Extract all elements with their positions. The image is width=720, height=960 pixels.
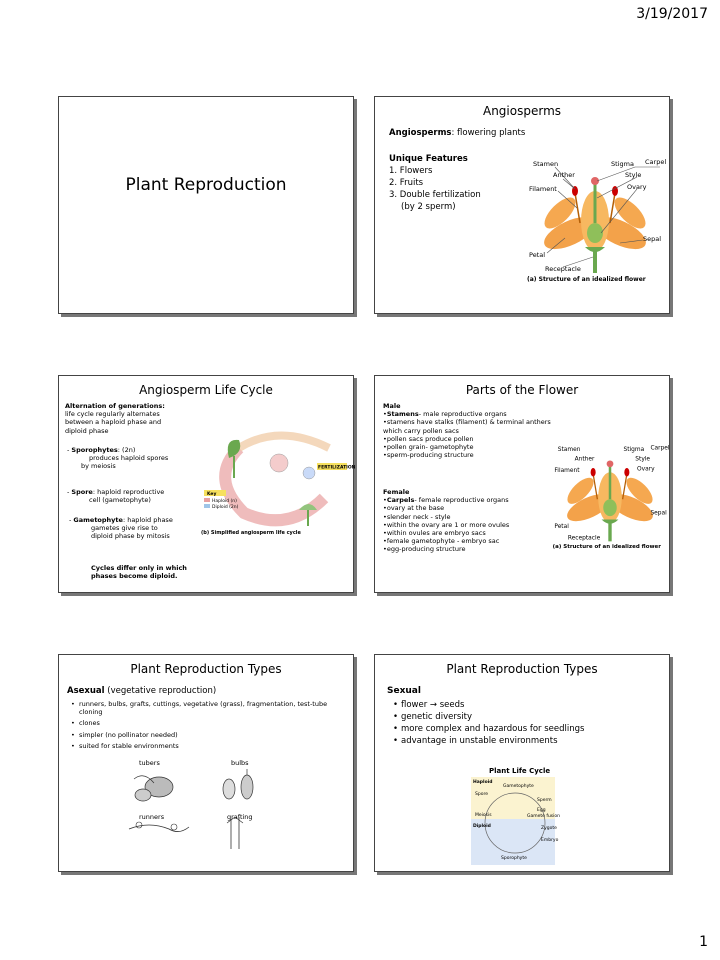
gametophyte-desc: gametes give rise to (91, 524, 158, 533)
female-item: •ovary at the base (383, 504, 445, 513)
female-heading: Female (383, 488, 410, 496)
male-item: •pollen sacs produce pollen (383, 434, 474, 443)
gametophyte-term: Gametophyte (73, 516, 123, 524)
slide-title: Angiosperm Life Cycle (139, 383, 273, 397)
features-heading: Unique Features (389, 154, 468, 164)
angiosperm-definition (389, 127, 525, 139)
spore-term: Spore (71, 488, 93, 496)
label-receptacle: Receptacle (567, 535, 601, 542)
alternation-of-generations (65, 402, 205, 435)
sporophyte-ploidy: : (2n) (117, 446, 136, 454)
label-sepal: Sepal (650, 510, 667, 517)
label-filament: Filament (529, 185, 557, 193)
figure-caption: (a) Structure of an idealized flower (552, 544, 661, 551)
slide-title: Plant Reproduction (125, 175, 287, 195)
definition-text: : flowering plants (451, 128, 526, 138)
label-carpel: Carpel (650, 445, 670, 452)
label-style: Style (625, 171, 642, 179)
asexual-item: • runners, bulbs, grafts, cuttings, vegetative (grass), fragmentation, test-tube cloning (79, 700, 339, 716)
feature-item: 2. Fruits (389, 178, 424, 188)
label-gamete-fusion: Gamete fusion (527, 814, 560, 819)
feature-item: 3. Double fertilization (389, 190, 481, 200)
male-item: •pollen grain- gametophyte (383, 443, 474, 452)
label-stamen: Stamen (533, 160, 559, 168)
sexual-heading: Sexual (387, 686, 421, 696)
label-runners: runners (139, 813, 165, 821)
feature-item: 1. Flowers (389, 166, 433, 176)
slide-asexual-reproduction (58, 654, 354, 872)
female-parts (383, 488, 555, 554)
label-style: Style (635, 456, 651, 463)
label-filament: Filament (554, 468, 580, 475)
page-date: 3/19/2017 (636, 6, 708, 22)
female-item: •slender neck - style (383, 512, 451, 521)
slide-title: Plant Reproduction Types (446, 662, 598, 676)
fertilization-label: FERTILIZATION (318, 465, 356, 471)
label-diploid: Diploid (473, 824, 491, 829)
page-number: 1 (699, 934, 708, 950)
sexual-item: • genetic diversity (401, 711, 661, 723)
alt-text-line: between a haploid phase and (65, 418, 162, 427)
female-item: •female gametophyte - embryo sac (383, 537, 500, 546)
spore-desc: cell (gametophyte) (89, 496, 151, 505)
sexual-list (391, 699, 661, 747)
sporophyte-desc: produces haploid spores (89, 454, 169, 463)
plant-life-cycle-figure (467, 765, 587, 869)
label-tubers: tubers (139, 759, 160, 767)
figure-caption: (a) Structure of an idealized flower (527, 276, 646, 283)
slide-sexual-reproduction (374, 654, 670, 872)
label-egg: Egg (537, 808, 546, 813)
label-ovary: Ovary (636, 466, 655, 473)
label-embryo: Embryo (541, 838, 559, 843)
label-receptacle: Receptacle (545, 265, 581, 273)
angiosperm-life-cycle-figure (199, 418, 356, 538)
alt-heading: Alternation of generations: (65, 402, 165, 410)
label-anther: Anther (553, 171, 575, 179)
slide-title: Plant Reproduction Types (130, 662, 282, 676)
spore-definition: - Spore: haploid reproductive cell (gametophyte) (67, 488, 207, 504)
label-stigma: Stigma (623, 447, 645, 454)
label-sporophyte: Sporophyte (501, 856, 527, 861)
vegetative-reproduction-figure (119, 769, 299, 865)
male-item: •stamens have stalks (filament) & terminal anthers which carry pollen sacs (383, 418, 551, 435)
label-petal: Petal (554, 523, 569, 530)
sexual-item: • more complex and hazardous for seedlings (401, 723, 661, 735)
male-item: •sperm-producing structure (383, 451, 474, 460)
label-haploid: Haploid (473, 780, 493, 785)
cycles-note (91, 564, 221, 580)
label-stamen: Stamen (557, 447, 581, 454)
definition-term: Angiosperms (389, 128, 452, 138)
slide-angiosperms (374, 96, 670, 314)
sexual-item: • flower → seeds (401, 699, 661, 711)
asexual-item: • simpler (no pollinator needed) (79, 731, 339, 739)
figure-caption: (b) Simplified angiosperm life cycle (201, 530, 301, 536)
slide-angiosperm-life-cycle (58, 375, 354, 593)
note-line: Cycles differ only in which (91, 564, 187, 572)
asexual-rest: (vegetative reproduction) (104, 686, 217, 696)
sporophyte-definition: - Sporophytes: (2n) produces haploid spores by meiosis (67, 446, 207, 471)
asexual-heading (67, 687, 216, 697)
asexual-item: • suited for stable environments (79, 742, 339, 750)
flower-structure-figure (551, 440, 669, 550)
slide-plant-reproduction-title (58, 96, 354, 314)
female-item: •Carpels- female reproductive organs (383, 496, 509, 505)
feature-item: (by 2 sperm) (401, 202, 456, 212)
asexual-list (69, 700, 339, 750)
key-diploid: Diploid (2n) (212, 505, 239, 510)
sexual-item: • advantage in unstable environments (401, 735, 661, 747)
label-anther: Anther (574, 456, 595, 463)
asexual-item: • clones (79, 719, 339, 727)
asexual-term: Asexual (67, 686, 105, 696)
label-ovary: Ovary (627, 183, 647, 191)
note-line: phases become diploid. (91, 572, 178, 581)
label-zygote: Zygote (541, 826, 557, 831)
label-petal: Petal (529, 251, 546, 259)
male-parts (383, 402, 555, 459)
alt-text-line: diploid phase (65, 426, 109, 435)
unique-features-list (389, 153, 519, 213)
male-item: •Stamens- male reproductive organs (383, 410, 507, 419)
label-meiosis: Meiosis (475, 813, 492, 818)
label-gametophyte: Gametophyte (503, 784, 534, 789)
flower-structure-figure (525, 153, 665, 283)
label-sperm: Sperm (537, 798, 552, 803)
slide-title: Parts of the Flower (465, 383, 579, 397)
gametophyte-desc: diploid phase by mitosis (91, 532, 170, 541)
key-haploid: Haploid (n) (212, 499, 237, 504)
gametophyte-desc: : haploid phase (122, 516, 173, 524)
label-bulbs: bulbs (231, 759, 249, 767)
gametophyte-definition: - Gametophyte: haploid phase gametes give rise to diploid phase by mitosis (69, 516, 209, 541)
label-carpel: Carpel (645, 158, 667, 166)
female-item: •within the ovary are 1 or more ovules (383, 520, 510, 529)
label-spore: Spore (475, 792, 488, 797)
label-stigma: Stigma (611, 160, 634, 168)
female-item: •within ovules are embryo sacs (383, 529, 486, 538)
label-grafting: grafting (227, 813, 253, 821)
sporophyte-term: Sporophytes (71, 446, 118, 454)
label-sepal: Sepal (643, 235, 662, 243)
key-label: Key (207, 492, 217, 497)
alt-text-line: life cycle regularly alternates (65, 410, 160, 419)
sporophyte-desc: by meiosis (81, 462, 116, 471)
spore-desc: : haploid reproductive (92, 488, 165, 496)
figure-title: Plant Life Cycle (489, 767, 551, 775)
slide-title: Angiosperms (482, 104, 562, 118)
female-item: •egg-producing structure (383, 545, 466, 554)
male-heading: Male (383, 402, 401, 410)
slide-parts-of-the-flower (374, 375, 670, 593)
